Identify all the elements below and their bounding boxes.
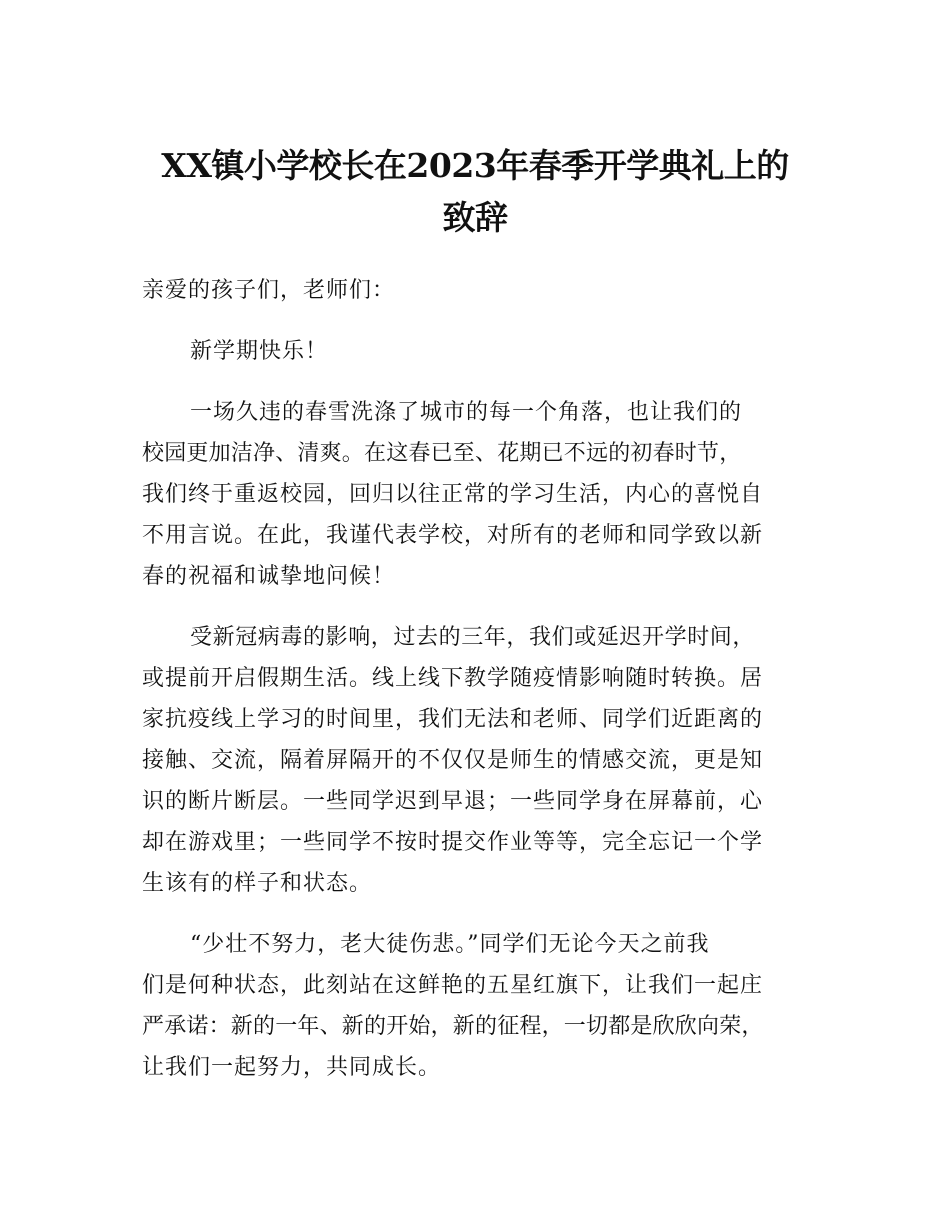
salutation-text: 亲爱的孩子们，老师们： [142,278,396,303]
paragraph-line: 生该有的样子和状态。 [142,871,373,896]
paragraph-line: 家抗疫线上学习的时间里，我们无法和老师、同学们近距离的 [142,707,764,732]
paragraph-line: 不用言说。在此，我谨代表学校，对所有的老师和同学致以新 [142,523,764,548]
greeting [142,331,832,372]
paragraph-1 [142,392,832,597]
document-body [142,270,832,1088]
paragraph-3 [142,924,832,1088]
paragraph-line: 让我们一起努力，共同成长。 [142,1055,442,1080]
salutation [142,270,832,311]
paragraph-line: 们是何种状态，此刻站在这鲜艳的五星红旗下，让我们一起庄 [142,973,764,998]
paragraph-line: 我们终于重返校园，回归以往正常的学习生活，内心的喜悦自 [142,482,764,507]
paragraph-line: 或提前开启假期生活。线上线下教学随疫情影响随时转换。居 [142,666,764,691]
paragraph-line: 接触、交流，隔着屏隔开的不仅仅是师生的情感交流，更是知 [142,748,764,773]
title-line-2: 致辞 [442,198,508,237]
greeting-text: 新学期快乐！ [190,339,329,364]
paragraph-2 [142,617,832,904]
paragraph-line: 受新冠病毒的影响，过去的三年，我们或延迟开学时间， [190,625,756,650]
paragraph-line: 却在游戏里；一些同学不按时提交作业等等，完全忘记一个学 [142,830,764,855]
paragraph-line: 识的断片断层。一些同学迟到早退；一些同学身在屏幕前，心 [142,789,764,814]
document-title [120,140,830,244]
paragraph-line: 严承诺：新的一年、新的开始，新的征程，一切都是欣欣向荣， [142,1014,764,1039]
paragraph-line: 一场久违的春雪洗涤了城市的每一个角落，也让我们的 [190,400,743,425]
paragraph-line: 校园更加洁净、清爽。在这春已至、花期已不远的初春时节， [142,441,742,466]
paragraph-line: “少壮不努力，老大徒伤悲。”同学们无论今天之前我 [190,932,710,957]
paragraph-line: 春的祝福和诚挚地问候！ [142,564,396,589]
title-line-1: XX镇小学校长在2023年春季开学典礼上的 [161,146,789,185]
